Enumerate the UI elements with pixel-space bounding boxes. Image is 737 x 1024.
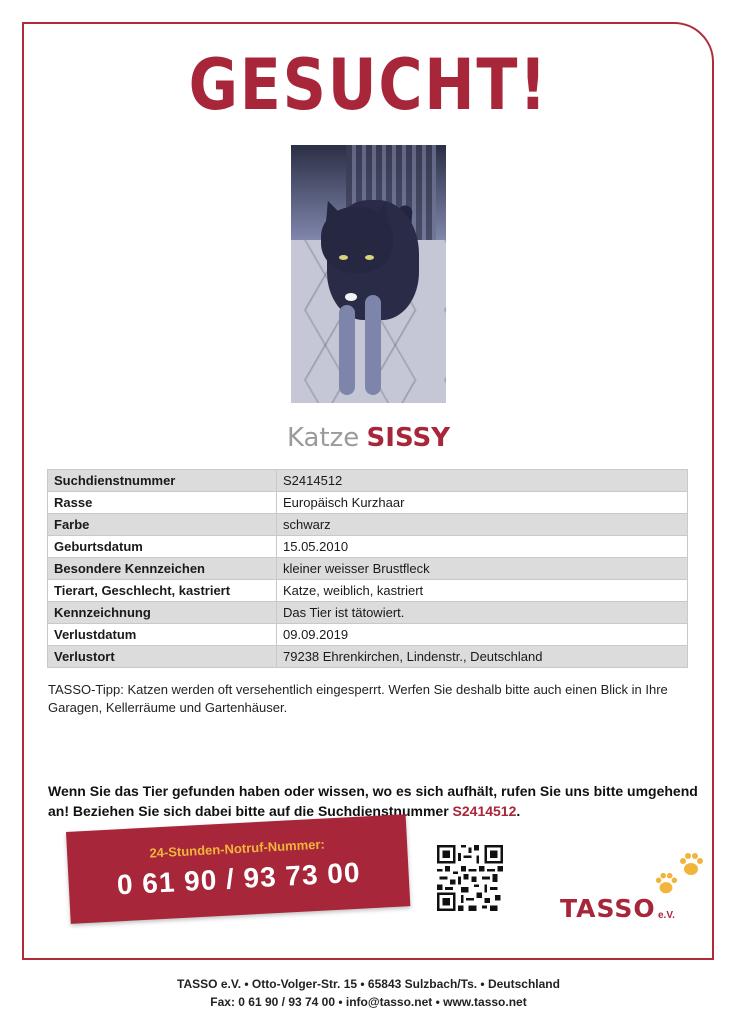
row-label: Besondere Kennzeichen (48, 558, 277, 580)
row-value: schwarz (277, 514, 688, 536)
row-value: 79238 Ehrenkirchen, Lindenstr., Deutschland (277, 646, 688, 668)
row-label: Verlustort (48, 646, 277, 668)
row-value: 15.05.2010 (277, 536, 688, 558)
table-row (48, 514, 688, 536)
logo-wordmark: TASSO (560, 894, 656, 923)
table-row (48, 470, 688, 492)
qr-code-icon[interactable] (437, 845, 503, 911)
notice-text: Wenn Sie das Tier gefunden haben oder wissen, wo es sich aufhält, rufen Sie uns bitte umgehend an! Beziehen Sie sich dabei bitte auf die Suchdienstnummer (48, 783, 698, 819)
notice-end: . (516, 803, 521, 819)
logo-suffix: e.V. (658, 910, 675, 921)
page-title: GESUCHT! (188, 44, 549, 126)
table-row (48, 492, 688, 514)
animal-title (0, 422, 737, 453)
table-row (48, 558, 688, 580)
row-value: 09.09.2019 (277, 624, 688, 646)
animal-kind: Katze (286, 423, 360, 453)
table-row (48, 602, 688, 624)
notice-search-number: S2414512 (452, 803, 517, 819)
row-label: Tierart, Geschlecht, kastriert (48, 580, 277, 602)
footer-contact[interactable]: Fax: 0 61 90 / 93 74 00 • info@tasso.net • www.tasso.net (210, 995, 527, 1009)
animal-name: SISSY (366, 423, 451, 453)
tasso-logo (560, 852, 710, 932)
footer-address: TASSO e.V. • Otto-Volger-Str. 15 • 65843 Sulzbach/Ts. • Deutschland (177, 977, 560, 991)
table-row (48, 580, 688, 602)
row-value: S2414512 (277, 470, 688, 492)
row-label: Geburtsdatum (48, 536, 277, 558)
info-table (47, 469, 688, 668)
row-value: Europäisch Kurzhaar (277, 492, 688, 514)
row-value: Katze, weiblich, kastriert (277, 580, 688, 602)
table-row (48, 624, 688, 646)
row-label: Suchdienstnummer (48, 470, 277, 492)
tasso-tip: TASSO-Tipp: Katzen werden oft versehentlich eingesperrt. Werfen Sie deshalb bitte auch einen Blick in Ihre Garagen, Kellerräume und Gartenhäuser. (48, 682, 668, 715)
hotline-banner (66, 814, 410, 924)
row-value: Das Tier ist tätowiert. (277, 602, 688, 624)
row-label: Farbe (48, 514, 277, 536)
hotline-caption: 24-Stunden-Notruf-Nummer: (149, 836, 326, 861)
hotline-phone[interactable]: 0 61 90 / 93 73 00 (116, 856, 362, 901)
table-row (48, 646, 688, 668)
row-label: Rasse (48, 492, 277, 514)
paw-icon (654, 872, 678, 896)
paw-icon (678, 852, 704, 878)
table-row (48, 536, 688, 558)
animal-photo (291, 145, 446, 403)
row-label: Kennzeichnung (48, 602, 277, 624)
row-label: Verlustdatum (48, 624, 277, 646)
row-value: kleiner weisser Brustfleck (277, 558, 688, 580)
footer (0, 975, 737, 1011)
